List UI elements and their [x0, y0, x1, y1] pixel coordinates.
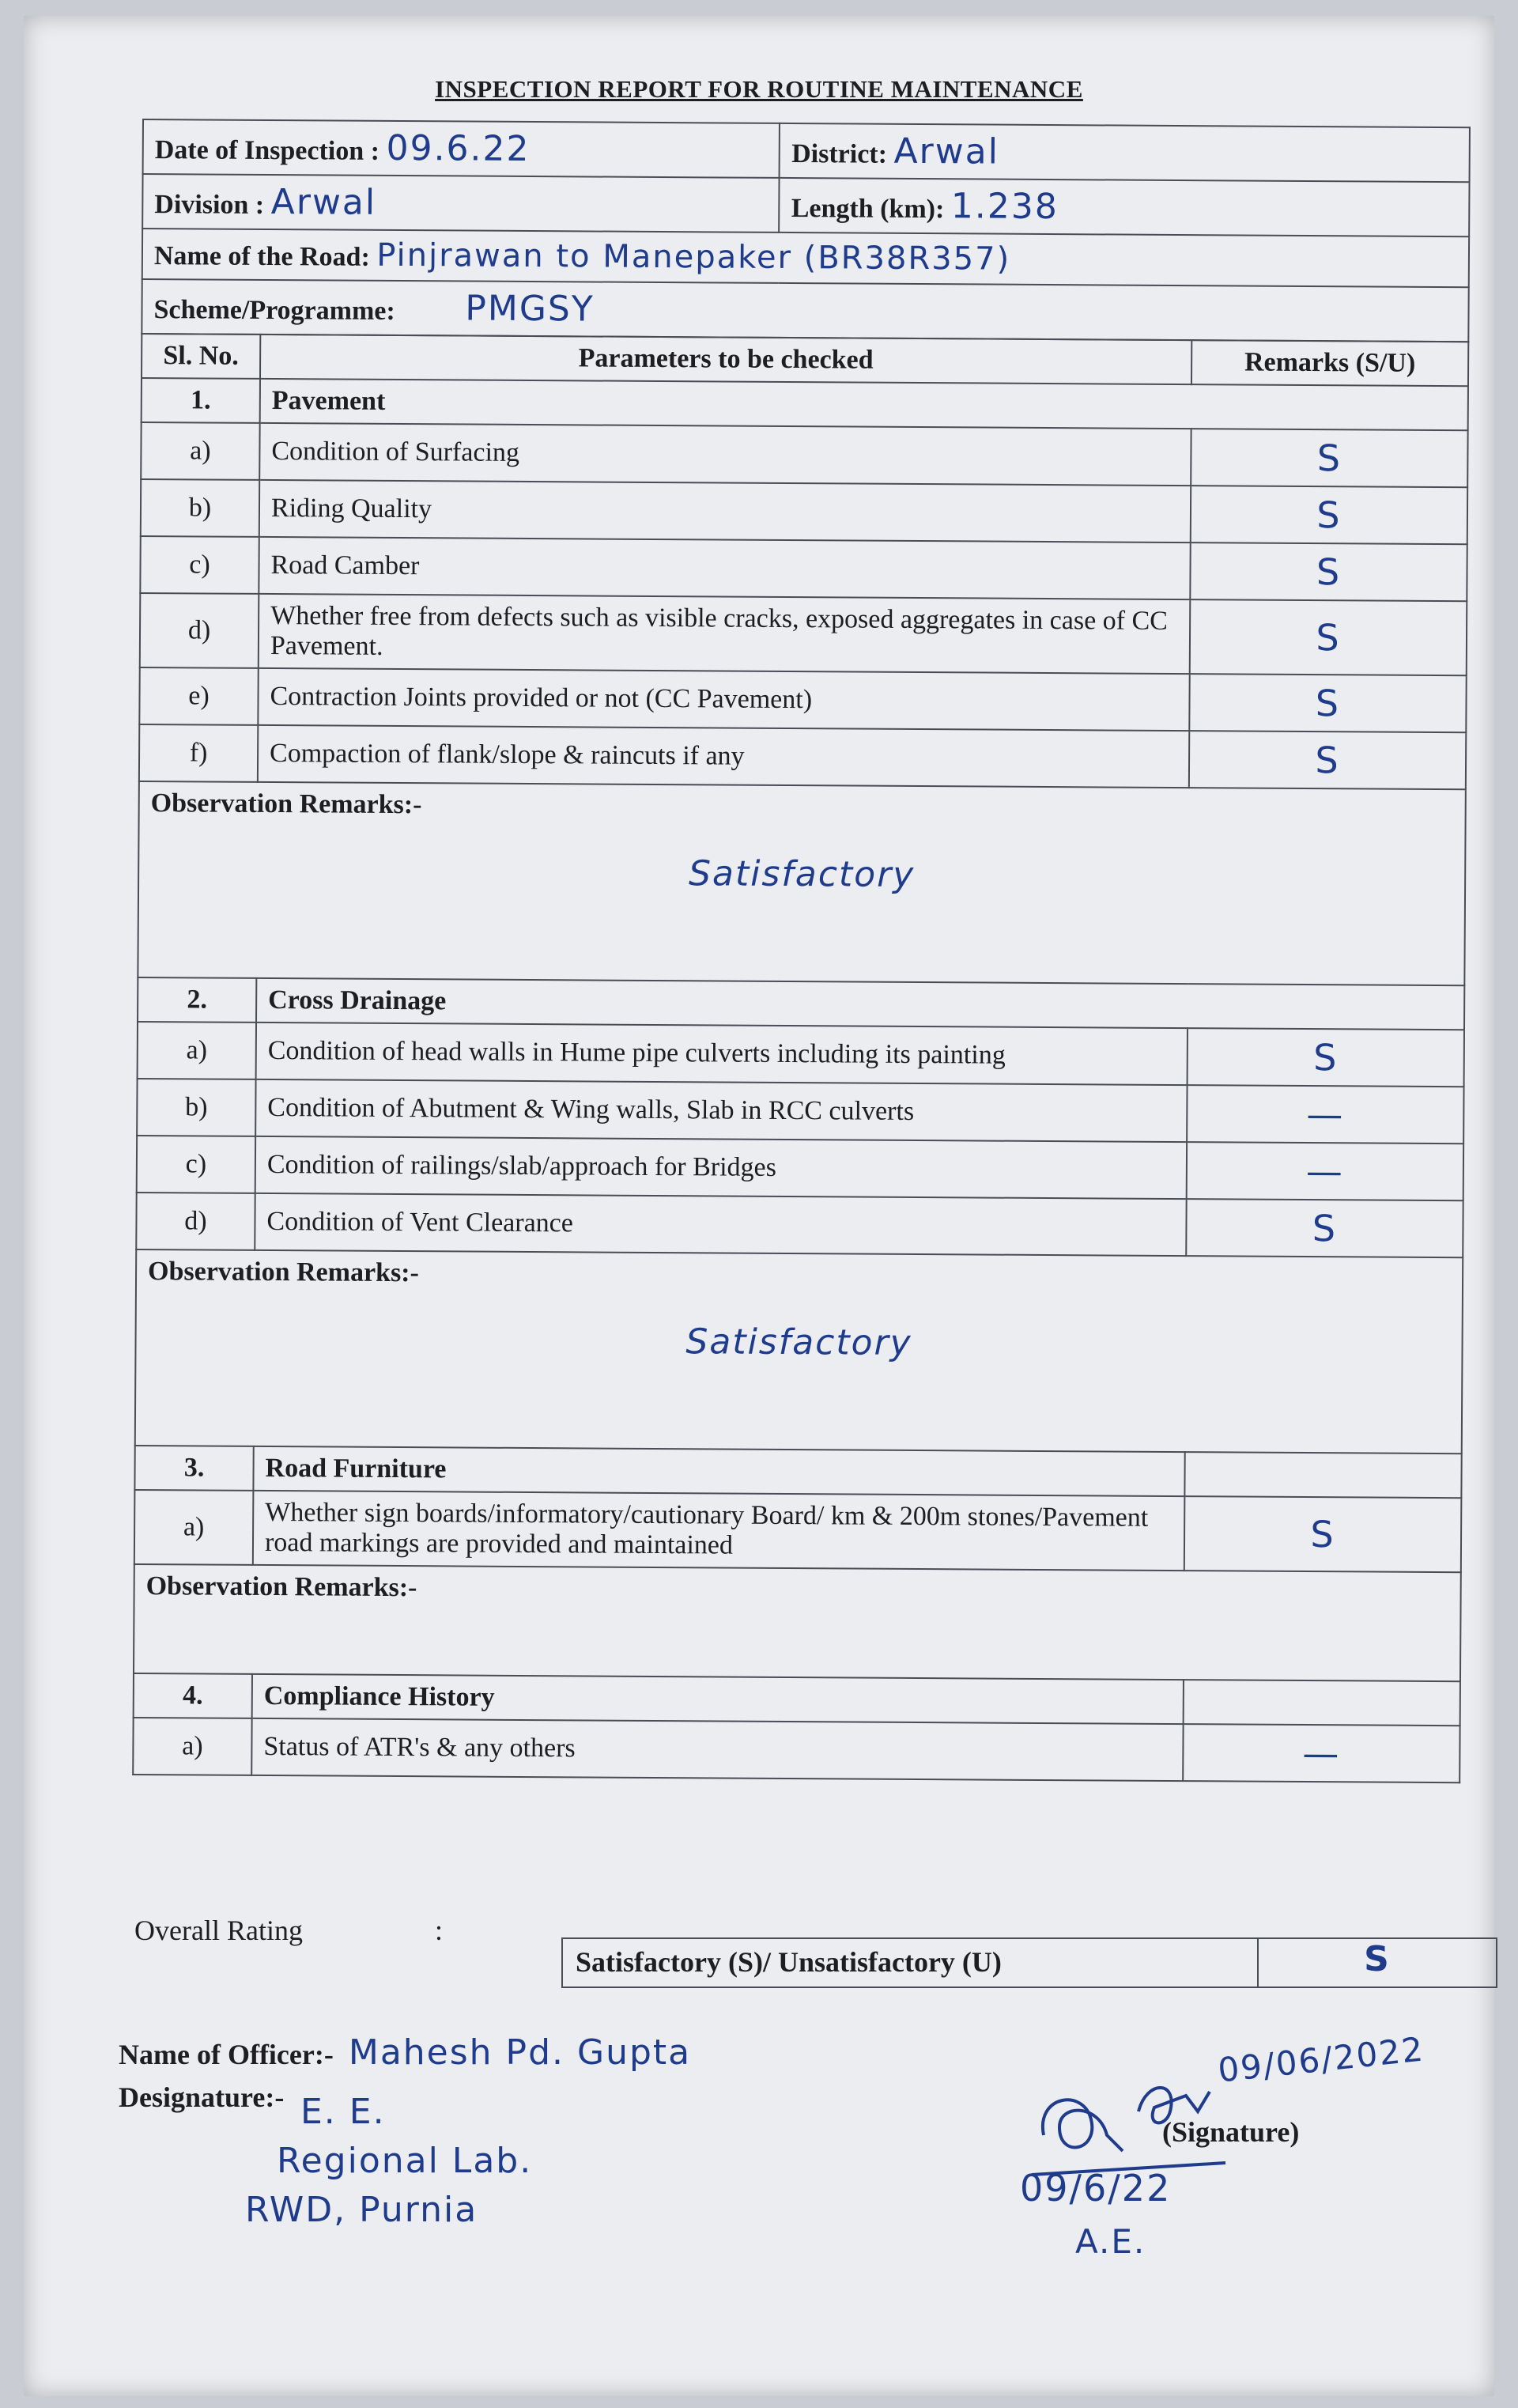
item-id: a) — [141, 422, 259, 480]
date-value: 09.6.22 — [386, 127, 531, 169]
officer-name-value: Mahesh Pd. Gupta — [348, 2032, 692, 2073]
item-text: Compaction of flank/slope & raincuts if any — [258, 725, 1189, 788]
item-remark: S — [1316, 493, 1342, 537]
parameter-row — [134, 1490, 1462, 1572]
report-title: INSPECTION REPORT FOR ROUTINE MAINTENANCE — [435, 75, 1083, 103]
date-label: Date of Inspection : — [154, 135, 380, 166]
section-header-row — [138, 977, 1464, 1030]
item-text: Condition of Abutment & Wing walls, Slab in RCC culverts — [255, 1079, 1187, 1142]
section-header-row — [142, 378, 1468, 430]
observation-row — [135, 1249, 1463, 1453]
designation-line: RWD, Purnia — [245, 2190, 478, 2230]
item-text: Condition of railings/slab/approach for Bridges — [255, 1136, 1187, 1199]
item-text: Condition of Vent Clearance — [255, 1193, 1186, 1256]
section-title: Road Furniture — [253, 1446, 1184, 1496]
section-title: Compliance History — [252, 1674, 1184, 1724]
officer-name-label: Name of Officer:- — [119, 2039, 334, 2070]
length-value: 1.238 — [950, 186, 1059, 228]
item-text: Contraction Joints provided or not (CC Pavement) — [258, 668, 1189, 731]
signature-date-bottom: 09/6/22 — [1020, 2167, 1172, 2210]
item-id: b) — [137, 1079, 255, 1136]
signature-block — [1004, 2029, 1494, 2293]
signature-date-top: 09/06/2022 — [1216, 2029, 1426, 2090]
col-parameters: Parameters to be checked — [260, 335, 1191, 384]
parameter-row — [141, 422, 1467, 487]
signature-title: A.E. — [1075, 2222, 1146, 2261]
item-remark-cell — [1189, 731, 1466, 789]
item-remark: — — [1305, 1150, 1345, 1193]
rating-box — [561, 1937, 1497, 1988]
district-value: Arwal — [893, 130, 1000, 172]
item-remark-cell — [1187, 1085, 1463, 1144]
item-remark-cell — [1187, 1142, 1463, 1200]
item-remark: — — [1306, 1093, 1345, 1136]
officer-designation-label: Designature:- — [119, 2081, 285, 2113]
item-remark: S — [1316, 437, 1342, 480]
inspection-form — [132, 119, 1471, 1783]
item-id: f) — [139, 724, 258, 782]
item-remark-cell — [1191, 429, 1467, 487]
division-value: Arwal — [270, 181, 377, 223]
item-id: d) — [140, 593, 259, 668]
item-id: a) — [133, 1718, 251, 1775]
col-sl-no: Sl. No. — [142, 334, 260, 379]
item-remark: S — [1313, 1036, 1339, 1079]
parameter-row — [137, 1136, 1463, 1200]
observation-cell — [138, 781, 1465, 985]
designation-lines — [245, 2088, 533, 2235]
rating-label: Overall Rating — [134, 1915, 303, 1946]
observation-value: Satisfactory — [685, 1321, 912, 1363]
designation-line: Regional Lab. — [277, 2141, 533, 2181]
observation-label: Observation Remarks:- — [145, 1571, 417, 1603]
scheme-value: PMGSY — [465, 288, 595, 330]
observation-row — [134, 1564, 1461, 1681]
parameter-row — [140, 593, 1467, 675]
section-number: 3. — [134, 1446, 253, 1491]
section-number: 2. — [138, 977, 256, 1023]
observation-cell — [135, 1249, 1463, 1453]
item-text: Condition of head walls in Hume pipe culverts including its painting — [256, 1023, 1188, 1085]
section-number: 4. — [134, 1673, 252, 1718]
item-id: c) — [140, 536, 259, 594]
item-remark-cell — [1184, 1496, 1462, 1572]
item-remark-cell — [1191, 486, 1467, 544]
item-remark: S — [1316, 616, 1341, 660]
parameter-row — [139, 724, 1466, 789]
document-page — [24, 16, 1494, 2396]
item-text: Condition of Surfacing — [259, 423, 1191, 486]
rating-option: Satisfactory (S)/ Unsatisfactory (U) — [563, 1939, 1259, 1987]
item-remark-cell — [1190, 542, 1467, 601]
section-remark-blank — [1184, 1452, 1461, 1498]
item-id: c) — [137, 1136, 255, 1193]
item-id: e) — [139, 667, 258, 725]
rating-colon: : — [435, 1915, 444, 1946]
section-title: Pavement — [260, 379, 1468, 430]
observation-cell — [134, 1564, 1461, 1681]
item-remark-cell — [1190, 599, 1467, 675]
item-text: Riding Quality — [259, 480, 1191, 542]
parameter-row — [139, 667, 1466, 732]
header-table — [141, 119, 1471, 342]
item-remark: S — [1316, 550, 1342, 594]
section-remark-blank — [1184, 1680, 1460, 1726]
observation-label: Observation Remarks:- — [147, 1257, 419, 1288]
road-value: Pinjrawan to Manepaker (BR38R357) — [376, 236, 1011, 278]
parameters-table — [132, 333, 1469, 1783]
district-label: District: — [791, 139, 888, 169]
parameter-row — [138, 1022, 1464, 1087]
length-label: Length (km): — [791, 194, 945, 225]
item-text: Whether free from defects such as visible cracks, exposed aggregates in case of CC Pavement. — [259, 594, 1191, 674]
parameter-row — [140, 536, 1467, 601]
signature-label: (Signature) — [1162, 2116, 1300, 2148]
sections-body — [133, 378, 1468, 1782]
parameter-row — [141, 479, 1467, 544]
item-remark: S — [1312, 1207, 1338, 1250]
scheme-label: Scheme/Programme: — [153, 295, 395, 326]
parameter-row — [133, 1718, 1459, 1782]
item-text: Whether sign boards/informatory/cautionary Board/ km & 200m stones/Pavement road markings are provided and maintained — [253, 1491, 1185, 1571]
observation-row — [138, 781, 1465, 985]
item-id: b) — [141, 479, 259, 537]
col-remarks: Remarks (S/U) — [1191, 340, 1468, 386]
section-header-row — [134, 1673, 1460, 1726]
item-remark: S — [1315, 739, 1340, 782]
section-title: Cross Drainage — [256, 978, 1464, 1030]
item-id: a) — [138, 1022, 256, 1079]
rating-value: S — [1364, 1939, 1391, 1979]
parameter-row — [137, 1079, 1463, 1144]
item-id: d) — [136, 1193, 255, 1250]
item-id: a) — [134, 1490, 254, 1565]
parameter-row — [136, 1193, 1463, 1257]
designation-line: E. E. — [300, 2092, 386, 2132]
item-remark-cell — [1188, 1028, 1464, 1087]
section-header-row — [134, 1446, 1461, 1498]
item-text: Road Camber — [259, 537, 1190, 599]
division-label: Division : — [154, 190, 265, 220]
road-label: Name of the Road: — [153, 241, 370, 272]
item-remark-cell — [1183, 1724, 1459, 1782]
item-remark: S — [1310, 1513, 1335, 1556]
section-number: 1. — [142, 378, 260, 423]
item-remark-cell — [1189, 674, 1466, 732]
item-remark: S — [1315, 682, 1341, 725]
item-remark: — — [1302, 1732, 1341, 1775]
item-text: Status of ATR's & any others — [251, 1718, 1183, 1781]
observation-value: Satisfactory — [688, 853, 916, 895]
item-remark-cell — [1186, 1199, 1463, 1257]
observation-label: Observation Remarks:- — [150, 788, 422, 820]
